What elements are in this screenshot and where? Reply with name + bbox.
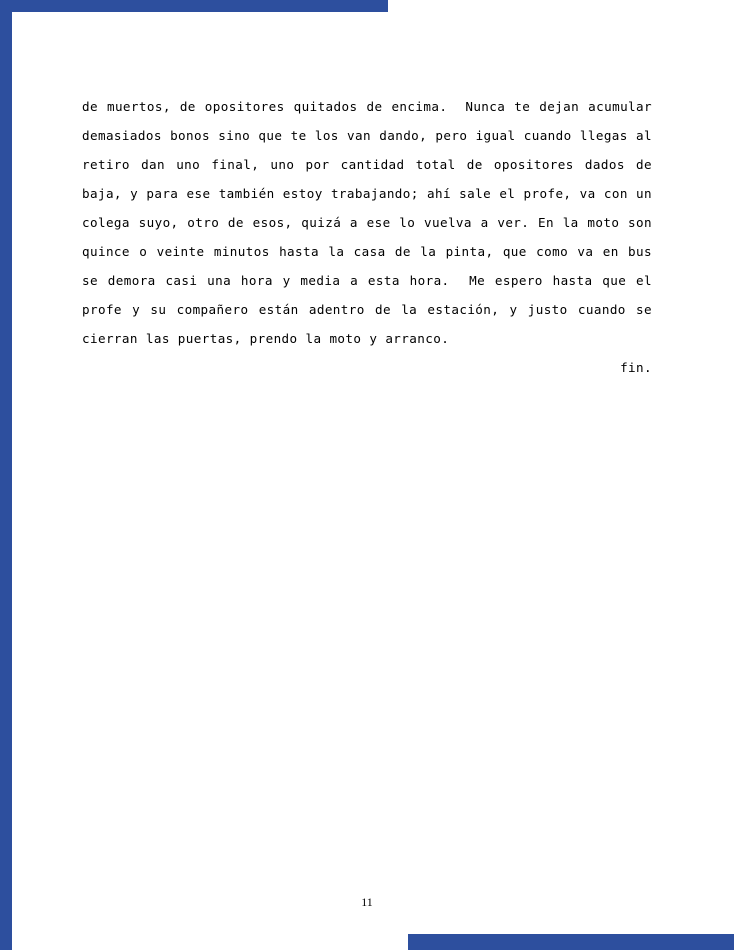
closing-word: fin. xyxy=(620,360,652,375)
decorative-top-bar xyxy=(0,0,388,12)
body-paragraph: de muertos, de opositores quitados de encima. Nunca te dejan acumular demasiados bonos sino que te los van dando, pero igual cuando llegas al retiro dan uno final, uno por cantidad total de opositores dados de baja, y para ese también estoy trabajando; ahí sale el profe, va con un colega suyo, otro de esos, quizá a ese lo vuelva a ver. En la moto son quince o veinte minutos hasta la casa de la pinta, que como va en bus se demora casi una hora y media a esta hora. Me espero hasta que el profe y su compañero están adentro de la estación, y justo cuando se cierran las puertas, prendo la moto y arranco. xyxy=(82,99,660,346)
decorative-bottom-bar xyxy=(408,934,734,950)
decorative-left-bar xyxy=(0,0,12,950)
page-number: 11 xyxy=(361,895,373,909)
page-content xyxy=(82,92,660,382)
